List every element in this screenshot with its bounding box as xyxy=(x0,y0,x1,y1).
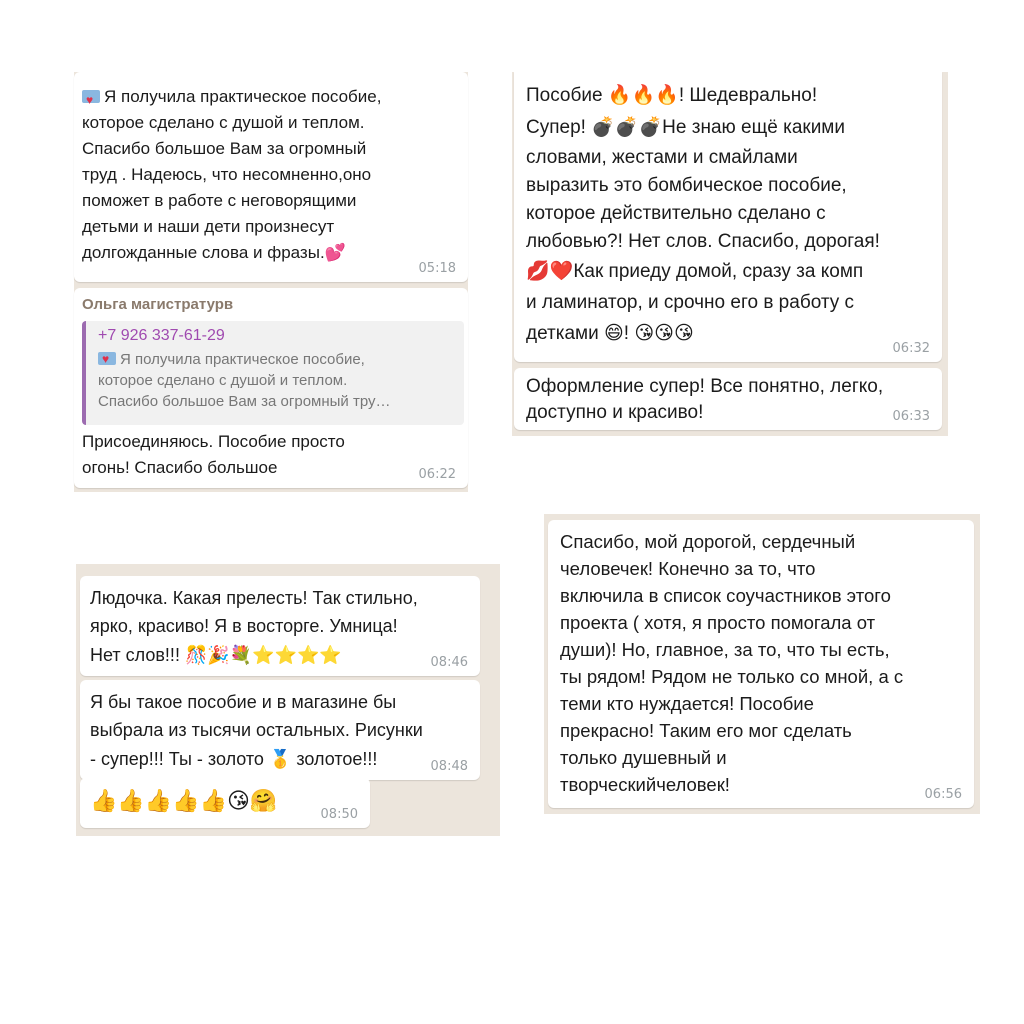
message-bubble[interactable] xyxy=(80,576,480,676)
message-bubble[interactable] xyxy=(74,72,468,282)
message-time: 05:18 xyxy=(418,261,456,276)
love-letter-icon xyxy=(82,90,100,103)
message-text xyxy=(82,84,452,266)
message-line: Нет слов!!! 🎊🎉💐⭐⭐⭐⭐ xyxy=(90,645,342,665)
message-line: Пособие 🔥🔥🔥! Шедеврально! xyxy=(526,85,818,106)
chat-panel-top-right xyxy=(512,72,948,436)
love-letter-icon xyxy=(98,352,116,365)
chat-panel-bottom-left xyxy=(76,564,500,836)
message-bubble[interactable] xyxy=(514,368,942,430)
sender-name[interactable]: Ольга магистратурв xyxy=(82,296,234,313)
reply-message-bubble[interactable] xyxy=(74,288,468,488)
chat-panel-top-left xyxy=(74,72,468,492)
message-body: словами, жестами и смайлами выразить это бомбическое пособие, которое действительно сделано с любовью?! Нет слов. Спасибо, дорогая! xyxy=(526,147,880,252)
message-time: 08:46 xyxy=(430,655,468,670)
message-bubble[interactable] xyxy=(80,778,370,828)
message-line: Супер! 💣💣💣Не знаю ещё какими xyxy=(526,117,845,138)
message-line: - супер!!! Ты - золото 🥇 золотое!!! xyxy=(90,749,378,769)
message-text: Оформление супер! Все понятно, легко, доступно и красиво! xyxy=(526,376,884,423)
message-time: 08:48 xyxy=(430,759,468,774)
message-time: 06:33 xyxy=(892,409,930,424)
message-bubble[interactable] xyxy=(548,520,974,808)
message-body: Я получила практическое пособие, которое сделано с душой и теплом. Спасибо большое Вам за огромный труд . Надеюсь, что несомненно,оно поможет в работе с неговорящими детьми и наши дети произнесут долгожданные слова и фразы.💕 xyxy=(82,87,382,262)
message-time: 06:32 xyxy=(892,341,930,356)
quoted-message[interactable] xyxy=(82,321,464,425)
message-line: детками 😄! 😘😘😘 xyxy=(526,323,694,344)
message-time: 06:56 xyxy=(924,787,962,802)
chat-panel-bottom-right xyxy=(544,514,980,814)
message-text: Присоединяюсь. Пособие просто огонь! Спасибо большое xyxy=(82,432,345,477)
message-line: 💋❤️Как приеду домой, сразу за комп xyxy=(526,261,864,282)
message-time: 06:22 xyxy=(418,467,456,482)
message-bubble[interactable] xyxy=(514,72,942,362)
message-line: и ламинатор, и срочно его в работу с xyxy=(526,292,855,313)
quoted-body: Я получила практическое пособие, которое сделано с душой и теплом. Спасибо большое Вам за огромный тру… xyxy=(98,351,391,410)
message-text: Я бы такое пособие и в магазине бы выбрала из тысячи остальных. Рисунки xyxy=(90,692,423,740)
message-emoji: 👍👍👍👍👍😘🤗 xyxy=(90,788,278,813)
message-bubble[interactable] xyxy=(80,680,480,780)
quoted-text xyxy=(98,349,454,412)
message-text: Спасибо, мой дорогой, сердечный человечек! Конечно за то, что включила в список соучастников этого проекта ( хотя, я просто помогала от души)! Но, главное, за то, что ты есть, ты рядом! Рядом не только со мной, а с теми кто нуждается! Пособие прекрасно! Таким его мог сделать только душевный и творческийчеловек! xyxy=(560,531,904,795)
message-text: Людочка. Какая прелесть! Так стильно, ярко, красиво! Я в восторге. Умница! xyxy=(90,588,418,636)
message-time: 08:50 xyxy=(320,807,358,822)
quoted-phone: +7 926 337-61-29 xyxy=(98,327,225,344)
